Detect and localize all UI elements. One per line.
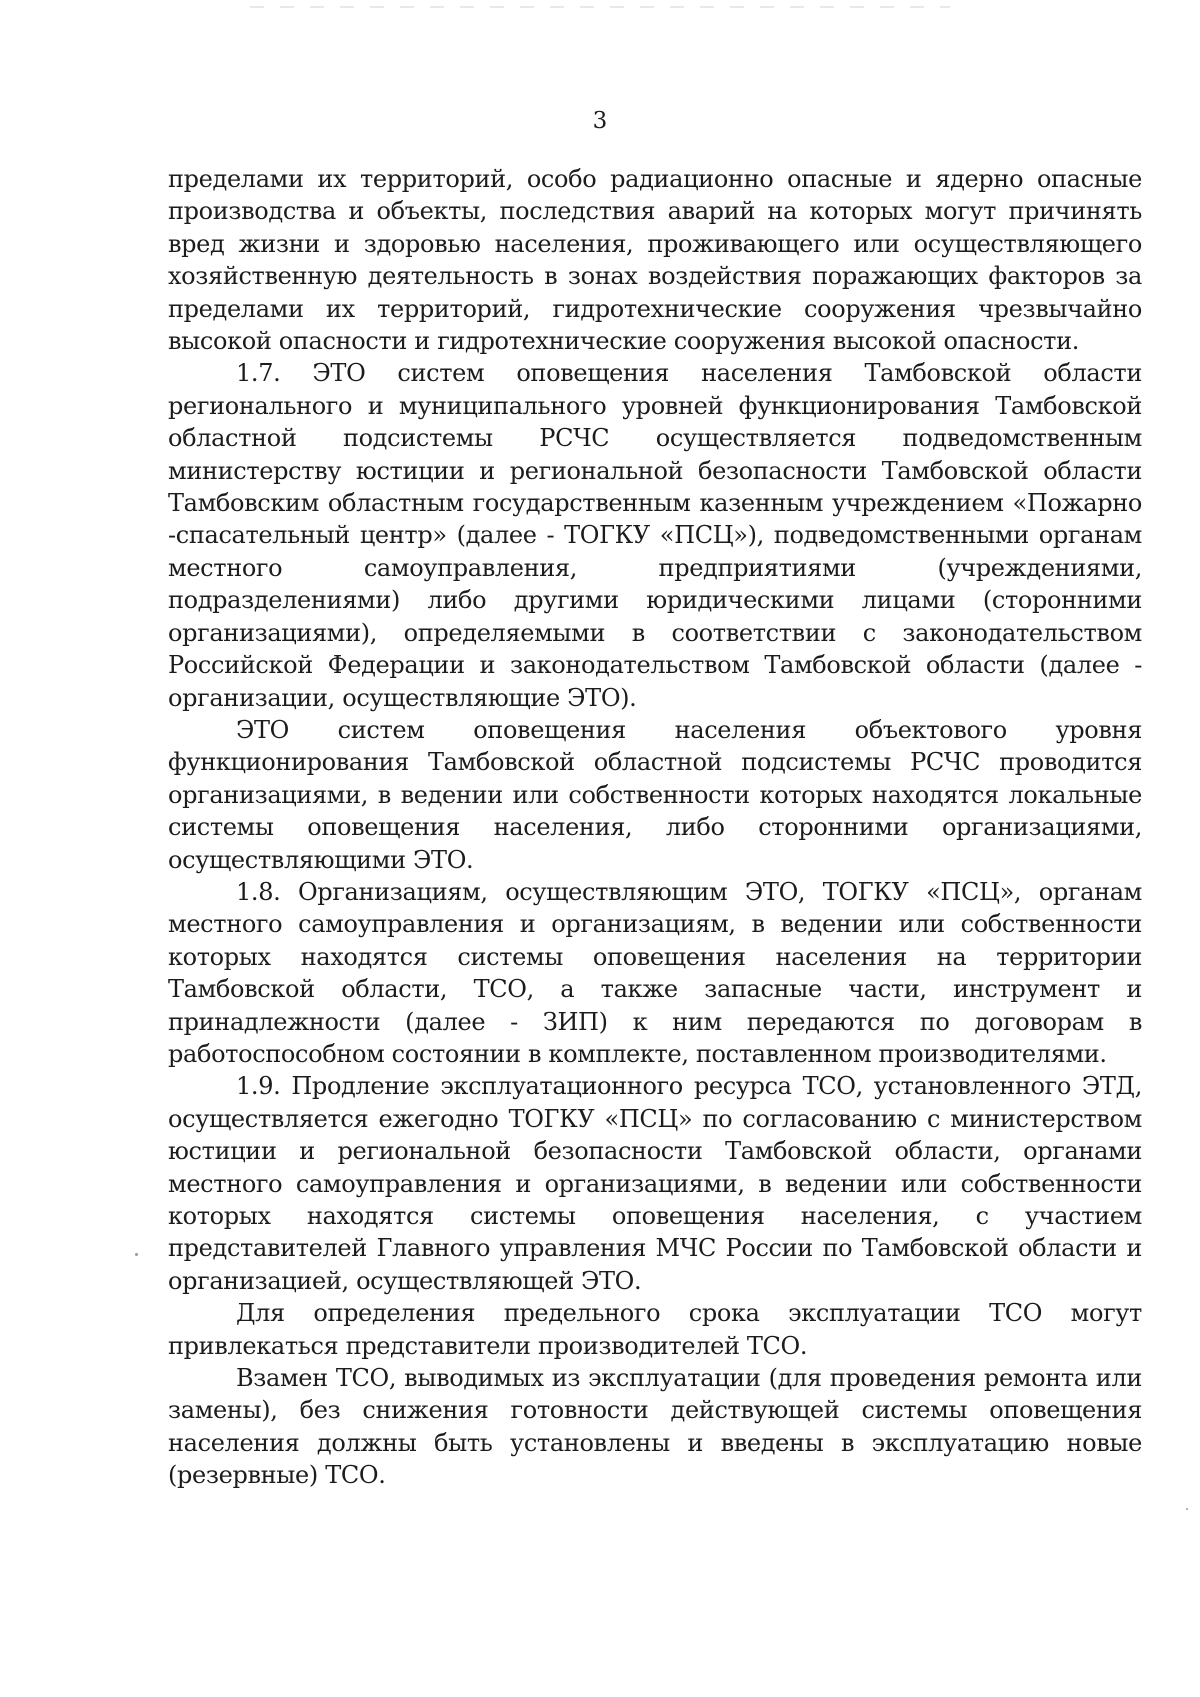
scan-speck: [135, 1253, 138, 1256]
scan-speck: [1186, 1508, 1188, 1510]
scan-noise: [250, 6, 950, 8]
paragraph-continuation: пределами их территорий, особо радиационно опасные и ядерно опасные производства и объекты, последствия аварий на которых могут причинять вред жизни и здоровью населения, проживающего или осуществляющего хозяйственную деятельность в зонах воздействия поражающих факторов за пределами их территорий, гидротехнические сооружения чрезвычайно высокой опасности и гидротехнические сооружения высокой опасности.: [168, 165, 1142, 356]
document-body: [168, 163, 1142, 1492]
paragraph-1-8: 1.8. Организациям, осуществляющим ЭТО, ТОГКУ «ПСЦ», органам местного самоуправления и организациям, в ведении или собственности которых находятся системы оповещения населения на территории Тамбовской области, ТСО, а также запасные части, инструмент и принадлежности (далее - ЗИП) к ним передаются по договорам в работоспособном состоянии в комплекте, поставленном производителями.: [168, 877, 1142, 1068]
paragraph-replacement: Взамен ТСО, выводимых из эксплуатации (для проведения ремонта или замены), без снижения готовности действующей системы оповещения населения должны быть установлены и введены в эксплуатацию новые (резервные) ТСО.: [168, 1364, 1142, 1490]
paragraph-1-9: 1.9. Продление эксплуатационного ресурса ТСО, установленного ЭТД, осуществляется ежегодно ТОГКУ «ПСЦ» по согласованию с министерством юстиции и региональной безопасности Тамбовской области, органами местного самоуправления и организациями, в ведении или собственности которых находятся системы оповещения населения, с участием представителей Главного управления МЧС России по Тамбовской области и организацией, осуществляющей ЭТО.: [168, 1072, 1142, 1295]
paragraph-1-7: 1.7. ЭТО систем оповещения населения Тамбовской области регионального и муниципального уровней функционирования Тамбовской областной подсистемы РСЧС осуществляется подведомственным министерству юстиции и региональной безопасности Тамбовской области Тамбовским областным государственным казенным учреждением «Пожарно -спасательный центр» (далее - ТОГКУ «ПСЦ»), подведомственными органам местного самоуправления, предприятиями (учреждениями, подразделениями) либо другими юридическими лицами (сторонними организациями), определяемыми в соответствии с законодательством Российской Федерации и законодательством Тамбовской области (далее - организации, осуществляющие ЭТО).: [168, 359, 1142, 712]
paragraph-service-life: Для определения предельного срока эксплуатации ТСО могут привлекаться представители производителей ТСО.: [168, 1299, 1142, 1360]
paragraph-object-level: ЭТО систем оповещения населения объектового уровня функционирования Тамбовской областной подсистемы РСЧС проводится организациями, в ведении или собственности которых находятся локальные системы оповещения населения, либо сторонними организациями, осуществляющими ЭТО.: [168, 715, 1142, 874]
page-number: 3: [592, 108, 608, 134]
